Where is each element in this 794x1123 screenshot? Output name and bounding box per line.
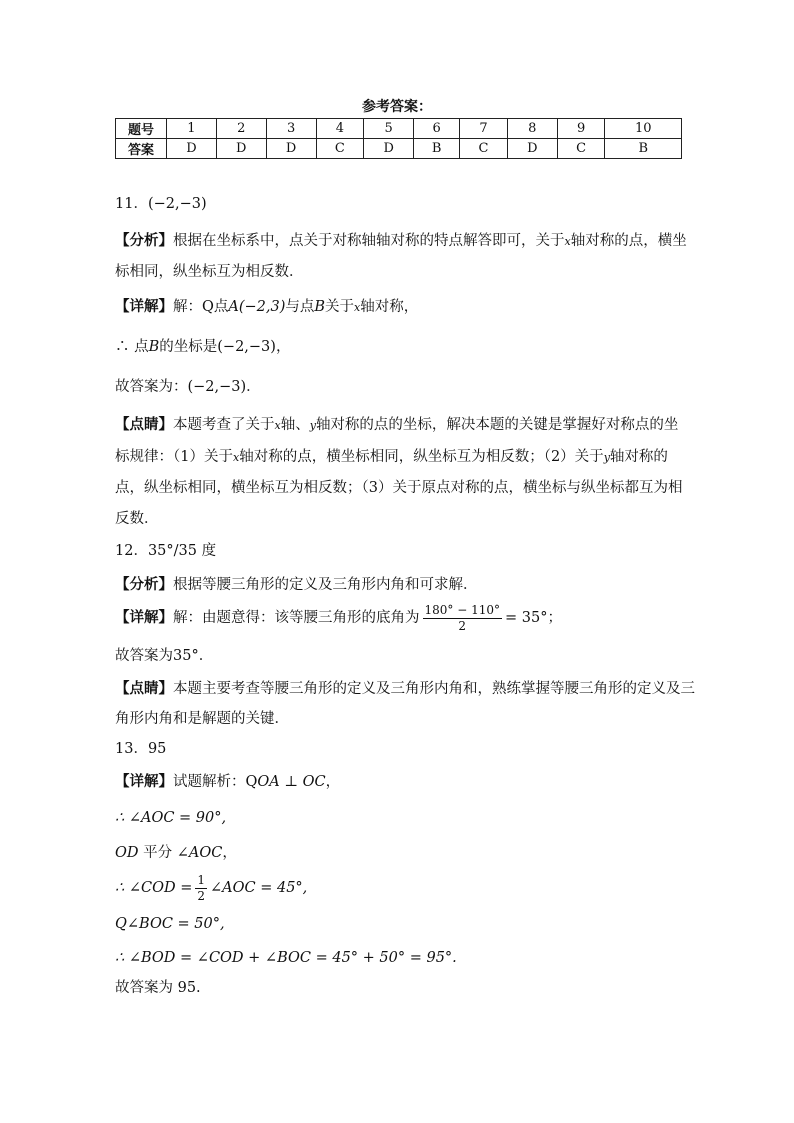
answer-cell: C: [557, 139, 605, 159]
text: ，: [325, 774, 341, 790]
fraction-denominator: 2: [458, 618, 467, 633]
answer-cell: D: [216, 139, 266, 159]
question-number-cell: 6: [414, 119, 460, 139]
math-var: B: [148, 339, 160, 355]
math-var: y: [309, 419, 316, 432]
answer-cell: D: [364, 139, 414, 159]
q12-head: 12．35°/35 度: [115, 543, 217, 559]
answer-cell: C: [460, 139, 508, 159]
fraction-numerator: 180° − 110°: [424, 602, 500, 617]
q13-line3: [115, 843, 237, 863]
text: 的坐标是(−2,−3)，: [159, 339, 291, 355]
q11-comment-line1: [115, 415, 678, 436]
q12-comment-line1: [115, 679, 695, 699]
text: ∴ 点: [115, 339, 149, 355]
q13-line7: 故答案为 95.: [115, 980, 201, 996]
detail-tag: 【详解】: [115, 774, 173, 790]
text: 轴对称的: [609, 449, 668, 465]
math-expr: ∠AOC = 45°,: [210, 880, 308, 896]
detail-tag: 【详解】: [115, 610, 173, 626]
math-expr: ∠AOC: [176, 845, 223, 861]
comment-tag: 【点睛】: [115, 417, 173, 433]
q12-comment-line2: 角形内角和是解题的关键．: [115, 711, 289, 727]
answer-cell: D: [507, 139, 557, 159]
question-number-row: [116, 119, 682, 139]
question-number-cell: 5: [364, 119, 414, 139]
answer-cell: D: [266, 139, 316, 159]
answer-row: [116, 139, 682, 159]
text: 根据在坐标系中，点关于对称轴轴对称的特点解答即可，关于: [173, 233, 565, 249]
text: 试题解析：Q: [173, 774, 258, 790]
row-label-answer: 答案: [116, 139, 167, 159]
text: 轴对称的点，横坐标相同，纵坐标互为相反数；（2）关于: [239, 449, 604, 465]
text: 轴、: [280, 417, 310, 433]
q13-line2: ∴ ∠AOC = 90°,: [115, 810, 227, 826]
q12-analysis: [115, 575, 478, 595]
question-number-cell: 9: [557, 119, 605, 139]
text: 轴对称的点，横坐: [570, 233, 687, 249]
q11-head: 11．(−2,−3): [115, 196, 207, 212]
q11-detail-line1: [115, 297, 418, 318]
q11-detail-line3: 故答案为：(−2,−3)．: [115, 379, 261, 395]
analysis-tag: 【分析】: [115, 233, 173, 249]
math-var: x: [564, 235, 571, 248]
text: 解：由题意得：该等腰三角形的底角为: [173, 610, 420, 626]
math-var: x: [232, 451, 240, 464]
text: 本题主要考查等腰三角形的定义及三角形内角和，熟练掌握等腰三角形的定义及三: [173, 681, 695, 697]
q11-analysis-line2: 标相同，纵坐标互为相反数．: [115, 264, 304, 280]
text: 关于: [325, 299, 355, 315]
answer-cell: B: [414, 139, 460, 159]
question-number-cell: 2: [216, 119, 266, 139]
question-number-cell: 1: [167, 119, 217, 139]
q12-detail-line2: 故答案为35°．: [115, 648, 214, 664]
answer-cell: D: [167, 139, 217, 159]
fraction: [195, 873, 207, 904]
text: 平分: [143, 845, 173, 861]
q11-detail-line2: [115, 337, 290, 357]
math-var: y: [603, 451, 610, 464]
q12-detail-line1: [115, 598, 562, 638]
text: 轴对称的点的坐标，解决本题的关键是掌握好对称点的坐: [315, 417, 679, 433]
question-number-cell: 4: [316, 119, 364, 139]
question-number-cell: 8: [507, 119, 557, 139]
row-label-question: 题号: [116, 119, 167, 139]
text: 本题考查了关于: [173, 417, 275, 433]
math-expr: OD: [115, 845, 139, 861]
q11-comment-line4: 反数．: [115, 511, 159, 527]
text: 与点: [285, 299, 315, 315]
detail-tag: 【详解】: [115, 299, 173, 315]
question-number-cell: 3: [266, 119, 316, 139]
math-var: x: [354, 301, 361, 314]
fraction-denominator: 2: [197, 888, 205, 903]
q11-comment-line2: [115, 447, 668, 468]
text: 解：Q点: [173, 299, 229, 315]
answer-title: 参考答案：: [362, 99, 432, 115]
q11-analysis-line1: [115, 231, 687, 252]
text: ，: [222, 845, 237, 861]
text: = 35°；: [505, 610, 562, 626]
answer-cell: C: [316, 139, 364, 159]
answer-cell: B: [605, 139, 682, 159]
analysis-tag: 【分析】: [115, 577, 173, 593]
answer-table: [115, 118, 682, 159]
math-expr: ∴ ∠COD =: [115, 880, 193, 896]
q13-detail-line1: [115, 772, 340, 792]
q13-line4: [115, 868, 307, 908]
fraction-numerator: 1: [197, 872, 205, 887]
fraction: [423, 603, 503, 634]
q13-line6: ∴ ∠BOD = ∠COD + ∠BOC = 45° + 50° = 95°.: [115, 950, 457, 966]
q13-head: 13．95: [115, 741, 167, 757]
math-var: x: [274, 419, 281, 432]
text: 根据等腰三角形的定义及三角形内角和可求解．: [173, 577, 478, 593]
math-expr: A(−2,3): [228, 299, 286, 315]
text: 轴对称，: [360, 299, 419, 315]
text: 标规律：（1）关于: [115, 449, 233, 465]
math-expr: OA ⊥ OC: [257, 774, 326, 790]
question-number-cell: 10: [605, 119, 682, 139]
math-var: B: [314, 299, 326, 315]
comment-tag: 【点睛】: [115, 681, 173, 697]
q11-comment-line3: 点，纵坐标相同，横坐标互为相反数；（3）关于原点对称的点，横坐标与纵坐标都互为相: [115, 480, 683, 496]
question-number-cell: 7: [460, 119, 508, 139]
q13-line5: Q∠BOC = 50°,: [115, 916, 225, 932]
